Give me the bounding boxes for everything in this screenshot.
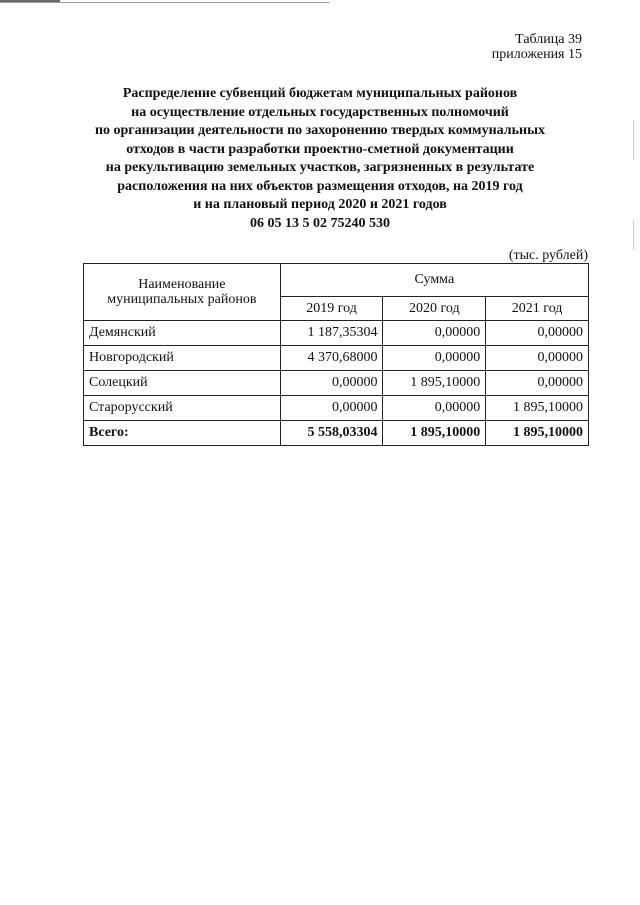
title-line: отходов в части разработки проектно-сметной документации	[126, 141, 514, 157]
table-reference	[492, 32, 582, 62]
value-2019: 0,00000	[280, 371, 383, 396]
value-2021: 0,00000	[486, 346, 589, 371]
subvention-table	[83, 263, 589, 446]
value-2020: 1 895,10000	[383, 371, 486, 396]
value-2021: 0,00000	[486, 321, 589, 346]
district-name: Солецкий	[84, 371, 281, 396]
title-line: и на плановый период 2020 и 2021 годов	[193, 197, 447, 212]
total-2020: 1 895,10000	[383, 421, 486, 446]
document-title	[60, 85, 580, 233]
total-2021: 1 895,10000	[486, 421, 589, 446]
appendix-number: приложения 15	[491, 47, 582, 62]
value-2019: 4 370,68000	[280, 346, 383, 371]
value-2021: 0,00000	[486, 371, 589, 396]
title-line: по организации деятельности по захоронению твердых коммунальных	[94, 123, 546, 138]
column-header-sum: Сумма	[280, 264, 588, 297]
value-2019: 0,00000	[280, 396, 383, 421]
title-line: на рекультивацию земельных участков, загрязненных в результате	[105, 160, 535, 175]
table-row	[84, 346, 589, 371]
column-header-2020: 2020 год	[383, 297, 486, 321]
value-2020: 0,00000	[383, 321, 486, 346]
column-header-district: Наименование муниципальных районов	[84, 264, 281, 321]
table-row	[84, 396, 589, 421]
value-2019: 1 187,35304	[280, 321, 383, 346]
column-header-2021: 2021 год	[486, 297, 589, 321]
budget-code: 06 05 13 5 02 75240 530	[250, 215, 390, 231]
district-name: Старорусский	[84, 396, 281, 421]
total-row	[84, 421, 589, 446]
column-header-2019: 2019 год	[280, 297, 383, 321]
table-number: Таблица 39	[515, 32, 582, 47]
table-row	[84, 371, 589, 396]
total-label: Всего:	[84, 421, 281, 446]
scan-edge-artifact	[633, 120, 634, 160]
title-line: Распределение субвенций бюджетам муниципальных районов	[122, 86, 518, 101]
total-2019: 5 558,03304	[280, 421, 383, 446]
table-row	[84, 321, 589, 346]
district-name: Демянский	[84, 321, 281, 346]
district-name: Новгородский	[84, 346, 281, 371]
scan-edge-artifact	[633, 220, 634, 250]
value-2020: 0,00000	[383, 346, 486, 371]
title-line: на осуществление отдельных государственных полномочий	[131, 104, 509, 120]
value-2021: 1 895,10000	[486, 396, 589, 421]
units-label: (тыс. рублей)	[508, 248, 588, 263]
scan-artifact-line	[0, 2, 330, 3]
title-line: расположения на них объектов размещения отходов, на 2019 год	[117, 178, 523, 194]
value-2020: 0,00000	[383, 396, 486, 421]
